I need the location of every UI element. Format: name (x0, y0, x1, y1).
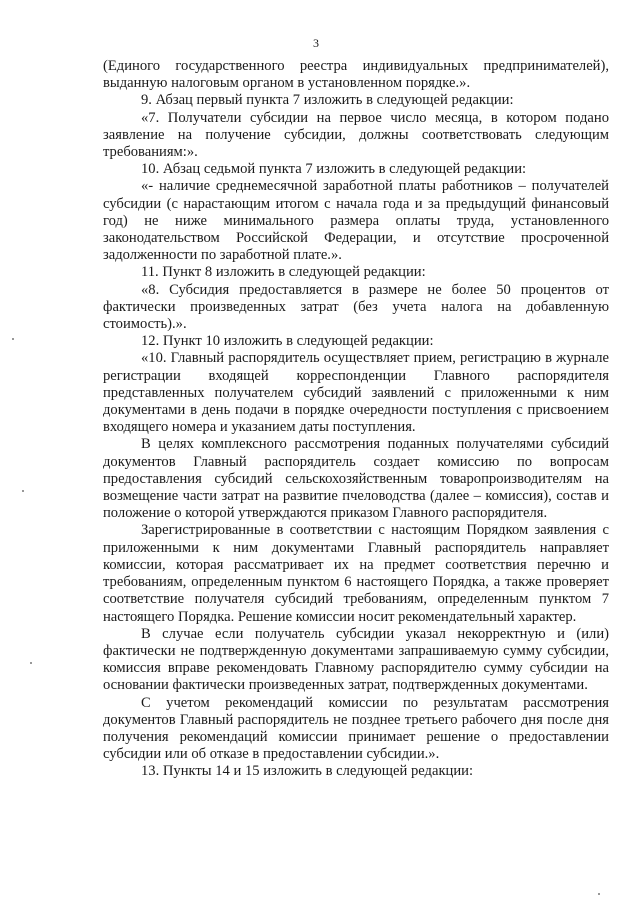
paragraph-item-9: 9. Абзац первый пункта 7 изложить в следующей редакции: (141, 92, 514, 109)
paragraph-item-13: 13. Пункты 14 и 15 изложить в следующей редакции: (141, 763, 474, 780)
paragraph-quote-salary: «- наличие среднемесячной заработной платы работников – получателей субсидии (с нарастающим итогом с начала года и за предыдущий финансовый год) не ниже минимального размера оплаты труда, установленного законодательством Российской Федерации, и отсутствие просроченной задолженности по заработной плате.». (103, 178, 609, 264)
paragraph-registered: Зарегистрированные в соответствии с настоящим Порядком заявления с приложенными к ним документами Главный распорядитель направляет комиссии, которая рассматривает их на предмет соответствия перечню и требованиям, определенным пунктом 6 настоящего Порядка, а также проверяет соответствие получателя субсидий требованиям, определенным пунктом 7 настоящего Порядка. Решение комиссии носит рекомендательный характер. (103, 522, 609, 625)
paragraph-continuation: (Единого государственного реестра индивидуальных предпринимателей), выданную налоговым органом в установленном порядке.». (103, 58, 609, 92)
scan-speck (22, 490, 24, 492)
document-body (103, 58, 609, 781)
paragraph-quote-10: «10. Главный распорядитель осуществляет прием, регистрацию в журнале регистрации входящей корреспонденции Главного распорядителя представленных получателем субсидий заявлений с приложенными к ним документами в день подачи в порядке очередности поступления с присвоением входящего номера и указанием даты поступления. (103, 350, 609, 436)
paragraph-decision: С учетом рекомендаций комиссии по результатам рассмотрения документов Главный распорядитель не позднее третьего рабочего дня после дня получения рекомендаций комиссии принимает решение о предоставлении субсидии или об отказе в предоставлении субсидии.». (103, 694, 609, 763)
scan-speck (30, 662, 32, 664)
paragraph-incorrect-sum: В случае если получатель субсидии указал некорректную и (или) фактически не подтвержденную документами запрашиваемую сумму субсидии, комиссия вправе рекомендовать Главному распорядителю сумму субсидии на основании фактически произведенных затрат, подтвержденных документами. (103, 625, 609, 694)
page-number: 3 (313, 36, 319, 50)
paragraph-item-11: 11. Пункт 8 изложить в следующей редакции: (141, 264, 426, 281)
paragraph-item-10: 10. Абзац седьмой пункта 7 изложить в следующей редакции: (141, 161, 527, 178)
scan-speck (12, 338, 14, 340)
paragraph-commission: В целях комплексного рассмотрения поданных получателями субсидий документов Главный распорядитель создает комиссию по вопросам предоставления субсидий сельскохозяйственным товаропроизводителям на возмещение части затрат на развитие пчеловодства (далее – комиссия), состав и положение о которой утверждаются приказом Главного распорядителя. (103, 436, 609, 522)
paragraph-item-12: 12. Пункт 10 изложить в следующей редакции: (141, 333, 434, 350)
scan-speck (598, 893, 600, 895)
paragraph-quote-7: «7. Получатели субсидии на первое число месяца, в котором подано заявление на получение субсидии, должны соответствовать следующим требованиям:». (103, 109, 609, 161)
paragraph-quote-8: «8. Субсидия предоставляется в размере не более 50 процентов от фактически произведенных затрат (без учета налога на добавленную стоимость).». (103, 281, 609, 333)
